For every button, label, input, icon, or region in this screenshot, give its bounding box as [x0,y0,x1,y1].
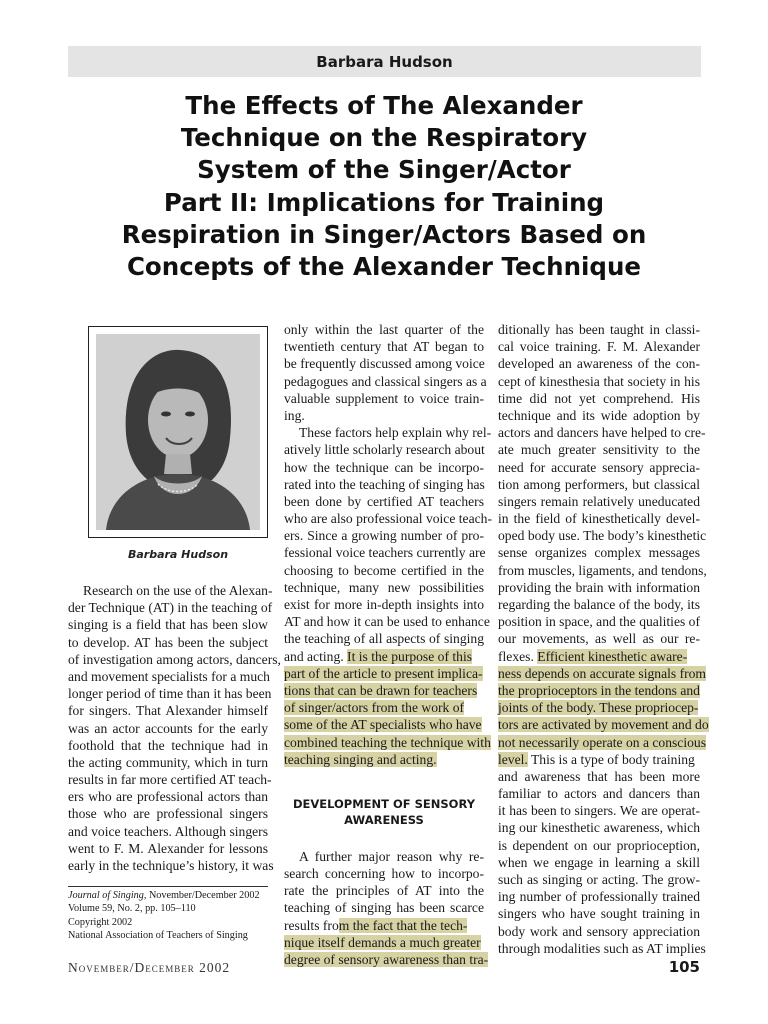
citation-footnote [68,889,278,943]
body-text-line: ditionally has been taught in classi- [498,322,700,337]
body-text-line [284,951,489,968]
body-text-line: ate much greater sensitivity to the [498,442,700,458]
highlighted-text: of singer/actors from the work of [284,700,465,716]
body-text-line: tion among performers, but classical [498,476,700,492]
body-text-line: for singers. That Alexander himself [68,703,268,719]
highlighted-text: not necessarily operate on a conscious [498,734,706,750]
section-heading [284,796,484,828]
body-text-line [284,682,484,699]
body-text-line: and voice teachers. Although singers [68,823,268,839]
body-text-line: ing our kinesthetic awareness, which [498,820,700,836]
body-text-line: A further major reason why re- [299,848,484,864]
body-text-line: rated into the teaching of singing has [284,476,485,492]
body-text-line: ers who are professional actors than [68,789,268,805]
body-text-line: der Technique (AT) in the teaching of [68,600,273,616]
body-text-line: oped body use. The body’s kinesthetic [498,528,707,544]
section-heading-line: AWARENESS [344,812,424,827]
body-text-line: early in the technique’s history, it was [68,858,274,873]
body-text-line: when we engage in learning a skill [498,854,700,870]
text-column-2 [284,321,492,968]
text-column-3 [498,321,709,957]
footnote-org: National Association of Teachers of Singing [68,930,248,942]
body-text-line: AT and how it can be used to enhance [284,614,490,630]
body-text-line: singing is a field that has been slow [68,617,268,633]
body-text-line: exist for more in-depth insights into [284,597,484,612]
body-text-line: body work and sensory appreciation [498,923,700,939]
plain-text: and acting. [284,648,348,664]
body-text-line: is dependent on our proprioception, [498,837,700,853]
body-text-line: went to F. M. Alexander for lessons [68,840,268,856]
body-text-line [498,751,700,768]
body-text-line: ing. [284,407,305,423]
highlighted-text: the proprioceptors in the tendons and [498,682,700,698]
footnote-volume: Volume 59, No. 2, pp. 105–110 [68,903,196,915]
title-line: Respiration in Singer/Actors Based on [121,219,647,249]
highlighted-text: m the fact that the tech- [338,917,468,933]
body-text-line: teaching of singing has been scarce [284,900,484,916]
body-text-line: pedagogues and classical singers as a [284,373,487,389]
body-text-line: of investigation among actors, dancers, [68,651,281,667]
body-text-line: atively little scholarly research about [284,442,485,458]
highlighted-text: ness depends on accurate signals from [498,665,706,681]
body-text-line: the acting community, which in turn [68,754,268,770]
body-text-line [498,716,709,733]
author-photo [88,326,268,538]
body-text-line: position in space, and the qualities of [498,614,700,630]
body-text-line: be frequently discussed among voice [284,356,485,372]
body-text-line: fessional voice teachers currently are [284,545,486,561]
body-text-line: time did not yet comprehend. His [498,390,700,406]
body-text-line: singers remain relatively uneducated [498,493,700,509]
body-text-line [284,917,484,934]
body-text-line: developed an awareness of the con- [498,356,700,372]
highlighted-text: level. [498,751,528,767]
body-text-line: only within the last quarter of the [284,322,484,337]
body-text-line: These factors help explain why rel- [299,425,492,441]
author-name: Barbara Hudson [316,52,453,71]
body-text-line: longer period of time than it has been [68,686,272,702]
highlighted-text: degree of sensory awareness than tra- [284,952,489,967]
body-text-line [284,716,484,733]
body-text-line: our movements, as well as our re- [498,631,700,647]
body-text-line: who are also professional voice teach- [284,511,492,527]
body-text-line [498,648,700,665]
body-text-line: technique and its wide adoption by [498,407,700,423]
plain-text: This is a type of body training [527,751,695,767]
body-text-line: Research on the use of the Alexan- [83,583,273,598]
body-text-line: choosing to become certified in the [284,562,484,578]
body-text-line: such as singing or acting. The grow- [498,872,700,887]
highlighted-text: tions that can be drawn for teachers [284,682,478,698]
body-text-line: ers. Since a growing number of pro- [284,528,484,544]
highlighted-text: joints of the body. These propriocep- [498,700,699,716]
body-text-line: results in far more certified AT teach- [68,772,272,788]
title-line: Part II: Implications for Training [163,187,605,217]
plain-text: flexes. [498,648,538,664]
body-text-line: providing the brain with information [498,579,700,595]
body-text-line [498,734,706,751]
body-text-line: technique, many new possibilities [284,579,484,595]
body-text-line [284,934,484,951]
highlighted-text: tors are activated by movement and do [498,717,709,733]
title-line: Concepts of the Alexander Technique [126,252,642,282]
body-text-line: been done by certified AT teachers [284,493,484,509]
body-text-line: those who are professional singers [68,806,268,822]
article-title [30,90,738,283]
body-text-line: search concerning how to incorpo- [284,866,484,882]
body-text-line: through modalities such as AT implies [498,940,706,956]
author-portrait-image [96,334,260,530]
body-text-line: and awareness that has been more [498,768,700,784]
footnote-copyright: Copyright 2002 [68,916,133,928]
body-text-line: actors and dancers have helped to cre- [498,425,706,441]
body-text-line: it has been to singers. We are operat- [498,803,700,819]
highlighted-text: nique itself demands a much greater [284,934,481,950]
body-text-line: was an actor accounts for the early [68,720,268,736]
body-text-line [284,648,484,665]
journal-date: , November/December 2002 [143,890,260,901]
highlighted-text: part of the article to present implica- [284,665,483,681]
body-text-line: foothold that the technique had in [68,737,268,753]
title-line: System of the Singer/Actor [197,155,571,185]
body-text-line [498,665,706,682]
body-text-line: the teaching of all aspects of singing [284,631,484,647]
highlighted-text: some of the AT specialists who have [284,717,482,733]
section-heading-line: DEVELOPMENT OF SENSORY [292,796,476,811]
highlighted-text: It is the purpose of this [347,648,473,664]
body-text-line: how the technique can be incorpo- [284,459,484,475]
body-text-line: familiar to actors and dancers than [498,786,700,802]
body-text-line: singers who have sought training in [498,906,700,922]
body-text-line: to develop. AT has been the subject [68,634,268,650]
footnote-divider [68,886,268,887]
highlighted-text: combined teaching the technique with [284,734,491,750]
body-text-line [284,699,484,716]
page-number: 105 [668,958,700,976]
body-text-line: from muscles, ligaments, and tendons, [498,562,707,578]
body-text-line: regarding the balance of the body, its [498,597,700,612]
body-text-line: cept of kinesthesia that society in his [498,373,700,389]
body-text-line: need for accurate sensory apprecia- [498,459,700,475]
photo-caption: Barbara Hudson [127,548,229,561]
author-header-bar [68,46,701,77]
body-text-line [284,751,484,768]
footnote-journal-line [68,889,278,902]
text-column-1 [68,582,281,874]
highlighted-text: teaching singing and acting. [284,751,437,767]
body-text-line [498,699,700,716]
journal-name: Journal of Singing [68,890,144,901]
body-text-line: sense organizes complex messages [498,545,700,561]
footer-issue-date: November/December 2002 [68,960,231,975]
body-text-line [284,734,491,751]
body-text-line: and movement specialists for a much [68,668,270,684]
body-text-line: cal voice training. F. M. Alexander [498,339,700,355]
highlighted-text: Efficient kinesthetic aware- [537,648,688,664]
body-text-line [498,682,700,699]
body-text-line [284,665,484,682]
plain-text: results fro [284,917,339,933]
body-text-line: in the field of kinesthetically devel- [498,511,700,527]
body-text-line: ing number of professionally trained [498,889,700,905]
body-text-line: rate the principles of AT into the [284,883,484,899]
body-text-line: twentieth century that AT began to [284,339,484,355]
body-text-line: valuable supplement to voice train- [284,390,484,406]
title-line: The Effects of The Alexander [185,91,583,120]
title-line: Technique on the Respiratory [180,123,588,153]
